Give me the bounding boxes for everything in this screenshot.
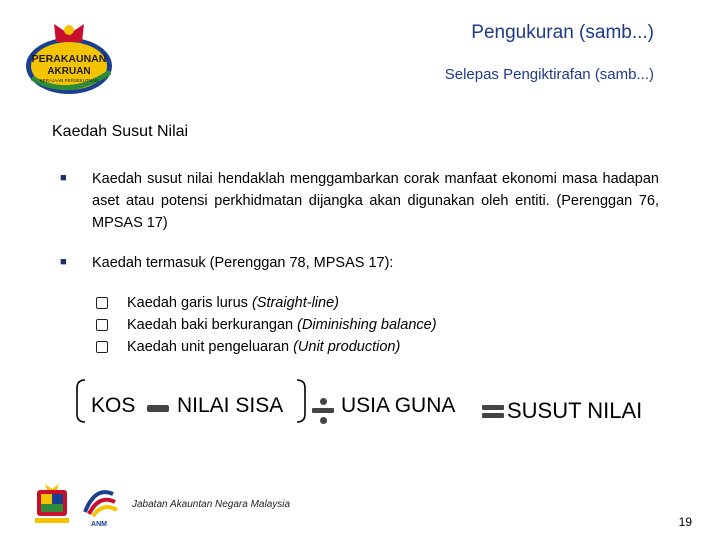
square-bullet-icon: ■	[60, 172, 67, 184]
square-bullet-icon: ■	[60, 256, 67, 268]
anm-logo-icon	[85, 492, 117, 528]
method-english: (Unit production)	[293, 339, 401, 355]
formula-useful-life: USIA GUNA	[341, 394, 456, 417]
accrual-accounting-logo	[14, 20, 124, 98]
checkbox-icon	[96, 319, 108, 331]
checkbox-icon	[96, 297, 108, 309]
methods-list	[96, 292, 437, 358]
list-item	[96, 336, 437, 358]
footer-logos	[33, 482, 121, 528]
method-english: (Straight-line)	[251, 295, 339, 311]
logo-text-3: KERAJAAN PERSEKUTUAN	[39, 78, 99, 83]
minus-icon	[147, 405, 169, 412]
logo-text-2: AKRUAN	[47, 66, 91, 77]
page-subtitle: Selepas Pengiktirafan (samb...)	[444, 66, 654, 83]
footer-organization: Jabatan Akauntan Negara Malaysia	[132, 499, 291, 510]
method-name: Kaedah baki berkurangan	[127, 317, 294, 333]
list-item	[96, 314, 437, 336]
right-bracket-icon	[295, 378, 307, 424]
anm-label: ANM	[91, 521, 107, 528]
formula-cost: KOS	[91, 394, 136, 417]
section-title: Kaedah Susut Nilai	[52, 123, 189, 140]
formula-residual-value: NILAI SISA	[177, 394, 284, 417]
method-name: Kaedah unit pengeluaran	[127, 339, 290, 355]
depreciation-formula	[75, 378, 675, 428]
checkbox-icon	[96, 341, 108, 353]
coat-of-arms-icon	[35, 484, 69, 523]
bullet-text: Kaedah termasuk (Perenggan 78, MPSAS 17):	[92, 255, 394, 271]
bullet-text: Kaedah susut nilai hendaklah menggambarkan corak manfaat ekonomi masa hadapan aset atau potensi perkhidmatan dijangka akan digunakan oleh entiti. (Perenggan 76, MPSAS 17)	[92, 171, 659, 231]
method-name: Kaedah garis lurus	[127, 295, 248, 311]
method-english: (Diminishing balance)	[297, 317, 437, 333]
page-title: Pengukuran (samb...)	[471, 22, 654, 43]
list-item	[96, 292, 437, 314]
page-number: 19	[678, 515, 692, 529]
left-bracket-icon	[75, 378, 87, 424]
logo-text-1: PERAKAUNAN	[31, 53, 107, 65]
formula-depreciation: SUSUT NILAI	[507, 398, 643, 423]
